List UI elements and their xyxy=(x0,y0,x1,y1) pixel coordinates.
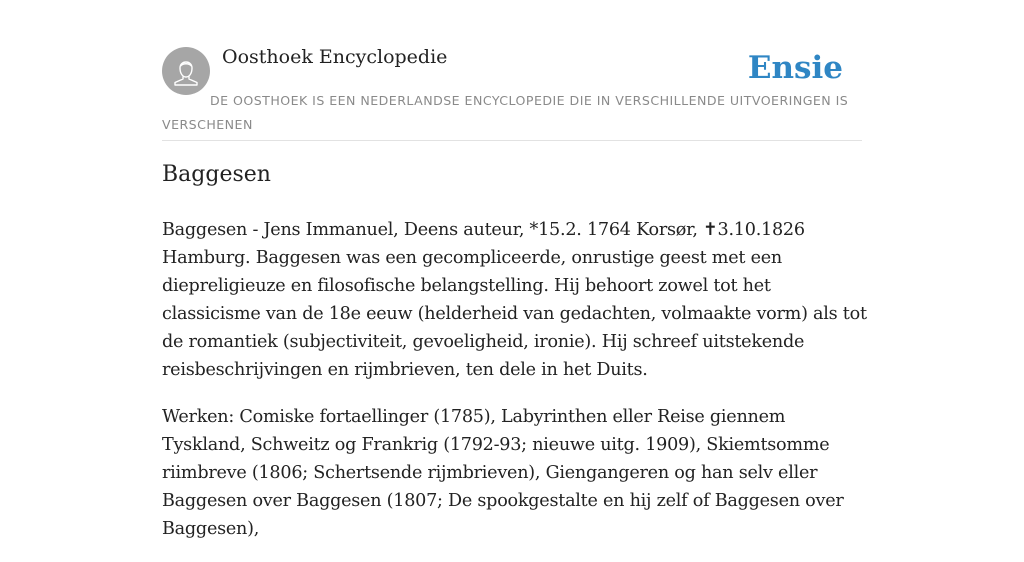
brand-logo[interactable]: Ensie xyxy=(747,50,843,86)
article-body xyxy=(162,216,867,562)
article-paragraph: Baggesen - Jens Immanuel, Deens auteur, *15.2. 1764 Korsør, ✝3.10.1826 Hamburg. Baggesen was een gecompliceerde, onrustige geest met een diepreligieuze en filosofische belangstelling. Hij behoort zowel tot het classicisme van de 18e eeuw (helderheid van gedachten, volmaakte vorm) als tot de romantiek (subjectiviteit, gevoeligheid, ironie). Hij schreef uitstekende reisbeschrijvingen en rijmbrieven, ten dele in het Duits. xyxy=(162,220,867,380)
user-placeholder-icon xyxy=(162,47,210,95)
article-title: Baggesen xyxy=(162,162,271,187)
article-paragraph: Werken: Comiske fortaellinger (1785), Labyrinthen eller Reise giennem Tyskland, Schweitz og Frankrig (1792-93; nieuwe uitg. 1909), Skiemtsomme riimbreve (1806; Schertsende rijmbrieven), Giengangeren og han selv eller Baggesen over Baggesen (1807; De spookgestalte en hij zelf of Baggesen over Baggesen), xyxy=(162,407,844,539)
page xyxy=(162,0,867,539)
site-header xyxy=(162,0,862,141)
avatar[interactable] xyxy=(162,47,210,95)
site-tagline: DE OOSTHOEK IS EEN NEDERLANDSE ENCYCLOPEDIE DIE IN VERSCHILLENDE UITVOERINGEN IS VERSCHENEN xyxy=(162,93,849,132)
site-title[interactable]: Oosthoek Encyclopedie xyxy=(222,46,448,68)
